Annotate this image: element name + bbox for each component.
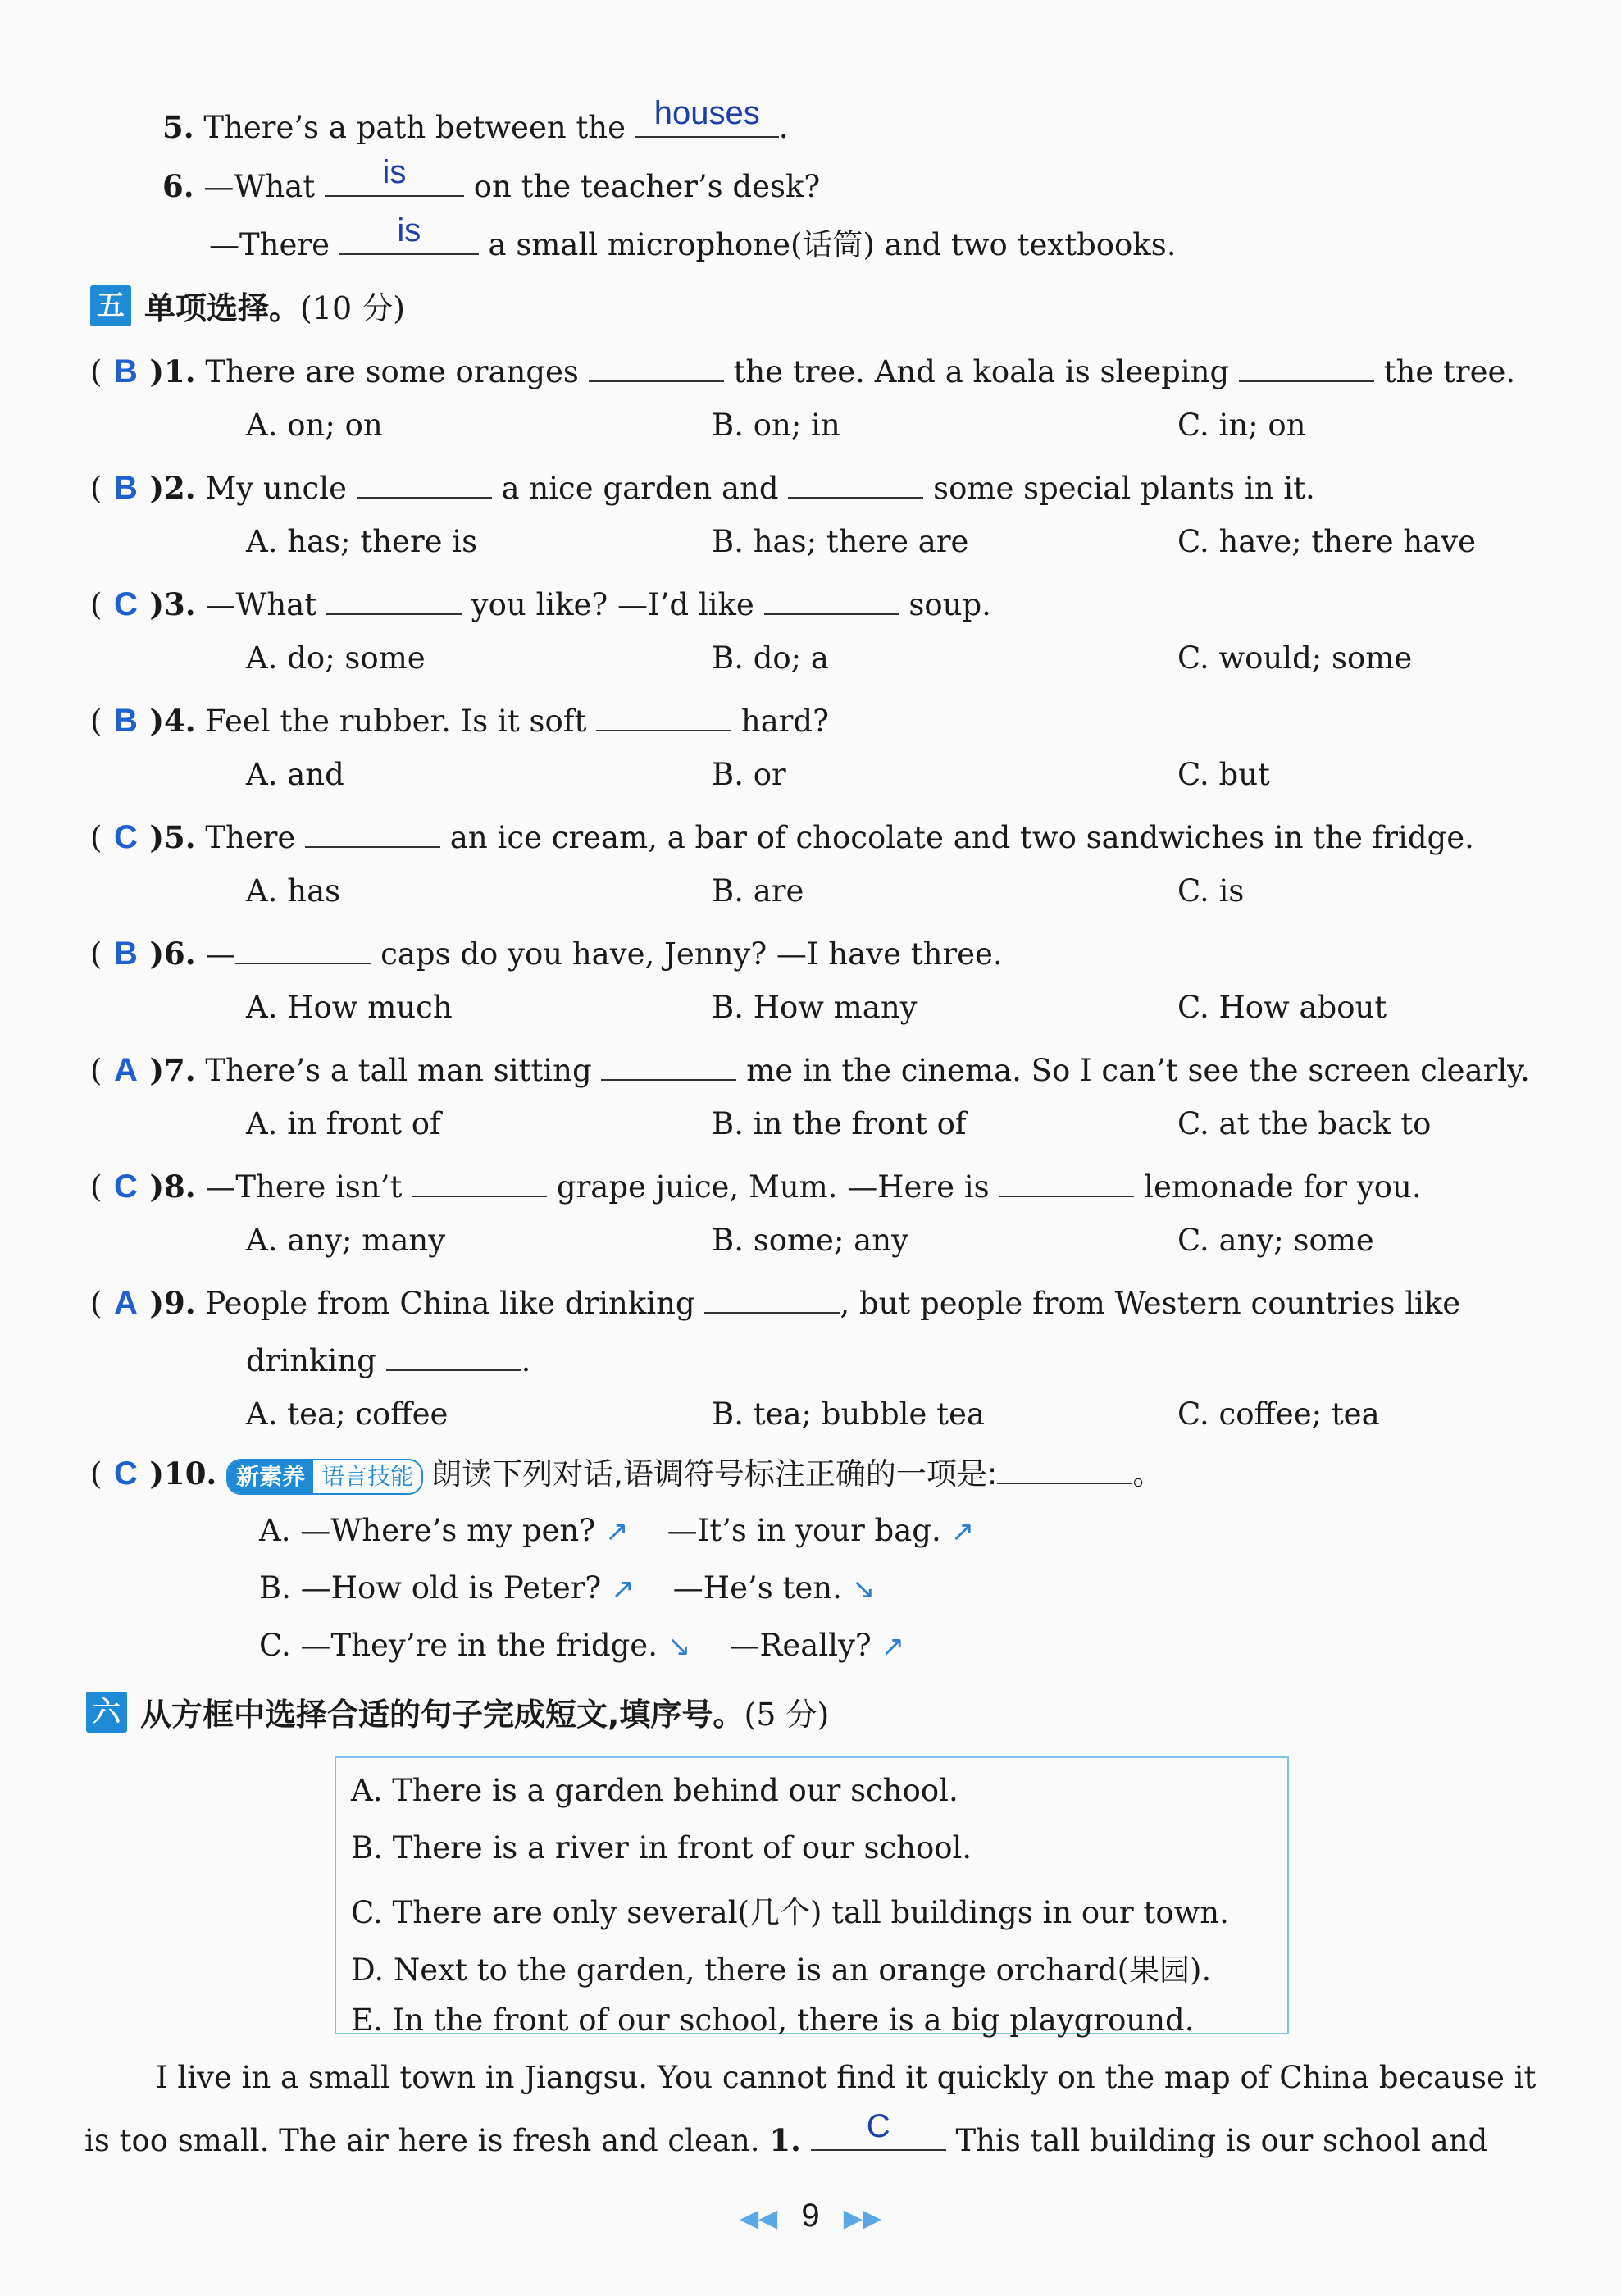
answer-blank[interactable]: [235, 933, 371, 964]
option-a[interactable]: A. do; some: [246, 640, 426, 676]
mcq-answer: B: [113, 936, 138, 972]
mcq-answer: A: [113, 1052, 138, 1088]
mcq-answer: B: [113, 353, 138, 390]
question-number: )3.: [149, 586, 196, 622]
handwritten-answer: houses: [653, 95, 760, 131]
option-b[interactable]: B. in the front of: [712, 1106, 967, 1141]
question-number: )9.: [149, 1285, 196, 1321]
answer-blank[interactable]: [386, 1340, 521, 1371]
passage-line-2: [84, 2108, 1488, 2158]
option-c[interactable]: C. How about: [1177, 990, 1387, 1025]
mcq-answer: A: [113, 1285, 138, 1321]
option-c[interactable]: C. but: [1177, 757, 1270, 792]
option-b[interactable]: B. or: [712, 757, 786, 792]
dialogue-line: —Really?: [729, 1628, 872, 1663]
question-6-reply: [209, 212, 1177, 262]
mcq-7: ( A )7. There’s a tall man sitting me in the cinema. So I can’t see the screen clearly.: [90, 1050, 1530, 1086]
option-b[interactable]: [259, 1570, 876, 1606]
option-a[interactable]: A. on; on: [246, 408, 383, 443]
intonation-down-icon: ↘: [667, 1630, 691, 1663]
mcq-answer: C: [113, 1168, 138, 1205]
section-title: 单项选择。: [144, 290, 301, 326]
choice-sentence: E. In the front of our school, there is a big playground.: [351, 2002, 1195, 2038]
option-c[interactable]: C. is: [1177, 873, 1245, 909]
option-b[interactable]: B. has; there are: [712, 524, 969, 559]
mcq-answer: C: [113, 586, 138, 622]
option-c[interactable]: C. coffee; tea: [1177, 1396, 1380, 1432]
section-6-header: [86, 1689, 829, 1734]
question-number: )10.: [149, 1456, 217, 1492]
answer-blank[interactable]: [764, 584, 899, 615]
answer-blank[interactable]: [339, 212, 479, 255]
option-a[interactable]: A. How much: [246, 990, 453, 1025]
mcq-5: ( C )5. There an ice cream, a bar of chocolate and two sandwiches in the fridge.: [90, 817, 1474, 854]
mcq-2: ( B )2. My uncle a nice garden and some special plants in it.: [90, 467, 1315, 504]
dialogue-line: —They’re in the fridge.: [300, 1628, 658, 1663]
option-a[interactable]: A. has; there is: [246, 524, 478, 559]
question-text: an ice cream, a bar of chocolate and two sandwiches in the fridge.: [449, 820, 1474, 855]
mcq-3: ( C )3. —What you like? —I’d like soup.: [90, 584, 991, 621]
answer-blank[interactable]: [357, 467, 492, 499]
question-text: There are some oranges: [205, 354, 579, 390]
option-c[interactable]: C. in; on: [1177, 408, 1306, 443]
handwritten-answer: C: [866, 2108, 890, 2144]
question-text: on the teacher’s desk?: [473, 169, 821, 204]
section-badge: 六: [86, 1692, 127, 1733]
answer-blank[interactable]: [305, 817, 440, 848]
punctuation: .: [521, 1343, 531, 1378]
option-label: C.: [259, 1628, 291, 1663]
option-a[interactable]: A. and: [246, 757, 344, 792]
option-a[interactable]: A. tea; coffee: [246, 1396, 449, 1432]
option-b[interactable]: B. tea; bubble tea: [712, 1396, 985, 1432]
option-a[interactable]: A. any; many: [246, 1223, 446, 1258]
question-number: )8.: [149, 1168, 196, 1205]
question-text: —What: [205, 587, 317, 622]
question-text: a small microphone(话筒) and two textbooks.: [488, 227, 1177, 262]
option-b[interactable]: B. How many: [712, 990, 918, 1025]
option-a[interactable]: A. in front of: [246, 1106, 441, 1141]
option-label: B.: [259, 1570, 291, 1606]
answer-blank[interactable]: [589, 351, 724, 382]
passage-text: is too small. The air here is fresh and clean.: [84, 2123, 760, 2158]
punctuation: .: [778, 110, 789, 145]
option-label: A.: [259, 1513, 291, 1548]
option-c[interactable]: C. any; some: [1177, 1223, 1374, 1258]
option-a[interactable]: A. has: [246, 873, 341, 909]
answer-blank[interactable]: [596, 700, 731, 731]
option-b[interactable]: B. are: [712, 873, 804, 909]
literacy-tag: [226, 1459, 423, 1495]
question-text: There’s a tall man sitting: [205, 1053, 592, 1088]
answer-blank[interactable]: [601, 1050, 736, 1081]
question-number: )2.: [149, 470, 196, 506]
question-6: [162, 154, 821, 204]
option-c[interactable]: C. would; some: [1177, 640, 1413, 676]
mcq-8: ( C )8. —There isn’t grape juice, Mum. —Here is lemonade for you.: [90, 1166, 1422, 1203]
answer-blank[interactable]: [999, 1166, 1134, 1197]
question-text: lemonade for you.: [1144, 1169, 1422, 1205]
question-text: , but people from Western countries like: [840, 1286, 1461, 1321]
mcq-answer: B: [113, 703, 138, 739]
question-text: me in the cinema. So I can’t see the screen clearly.: [746, 1053, 1530, 1088]
answer-blank[interactable]: [788, 467, 923, 499]
page-footer: [0, 2198, 1621, 2234]
mcq-answer: C: [113, 1456, 138, 1492]
option-b[interactable]: B. some; any: [712, 1223, 908, 1258]
choice-sentence: A. There is a garden behind our school.: [351, 1773, 958, 1808]
question-number: )4.: [149, 703, 196, 739]
mcq-1: ( B )1. There are some oranges the tree. And a koala is sleeping the tree.: [90, 351, 1515, 388]
dialogue-line: —It’s in your bag.: [667, 1513, 941, 1548]
answer-blank[interactable]: [635, 95, 779, 138]
answer-blank[interactable]: [704, 1282, 840, 1314]
question-number: )6.: [149, 936, 196, 972]
question-text: —What: [203, 169, 316, 204]
answer-blank[interactable]: [997, 1453, 1132, 1484]
question-text: the tree. And a koala is sleeping: [733, 354, 1230, 390]
prev-page-icon[interactable]: ◀◀: [740, 2205, 778, 2232]
intonation-up-icon: ↗: [605, 1515, 629, 1548]
passage-line-1: I live in a small town in Jiangsu. You cannot find it quickly on the map of China because it: [156, 2060, 1537, 2095]
mcq-10: ( C )10. 新素养 语言技能 朗读下列对话,语调符号标注正确的一项是: 。: [90, 1453, 1163, 1495]
blank-number: 1.: [769, 2122, 801, 2158]
tag-secondary: 语言技能: [321, 1462, 414, 1490]
question-text: Feel the rubber. Is it soft: [205, 704, 587, 739]
question-text: My uncle: [205, 471, 348, 506]
question-text: 朗读下列对话,语调符号标注正确的一项是:: [431, 1456, 998, 1492]
section-points: (10 分): [300, 290, 406, 326]
mcq-9: ( A )9. People from China like drinking , but people from Western countries like: [90, 1282, 1460, 1319]
question-text: —There: [209, 227, 330, 262]
option-c[interactable]: C. at the back to: [1177, 1106, 1432, 1141]
section-5-header: [90, 283, 405, 328]
intonation-up-icon: ↗: [611, 1573, 635, 1606]
mcq-4: ( B )4. Feel the rubber. Is it soft hard?: [90, 700, 829, 737]
option-c[interactable]: C. have; there have: [1177, 524, 1477, 559]
intonation-up-icon: ↗: [950, 1515, 975, 1548]
question-text: hard?: [740, 704, 829, 739]
intonation-up-icon: ↗: [881, 1630, 905, 1663]
option-b[interactable]: B. do; a: [712, 640, 829, 676]
section-badge: 五: [90, 285, 131, 326]
section-points: (5 分): [744, 1697, 830, 1733]
intonation-down-icon: ↘: [851, 1573, 876, 1606]
answer-blank[interactable]: [325, 154, 464, 197]
question-text: There: [205, 820, 296, 855]
question-number: )7.: [149, 1052, 196, 1088]
question-5: [162, 95, 789, 145]
answer-blank[interactable]: [811, 2108, 946, 2151]
question-number: )5.: [149, 819, 196, 855]
question-text: some special plants in it.: [933, 471, 1315, 506]
question-number: 6.: [162, 168, 194, 204]
dialogue-line: —Where’s my pen?: [300, 1513, 596, 1548]
question-text: soup.: [908, 587, 991, 622]
mcq-9-line-2: [246, 1340, 530, 1376]
mcq-answer: C: [113, 819, 138, 855]
option-a[interactable]: [259, 1515, 974, 1546]
answer-blank[interactable]: [1239, 351, 1374, 382]
mcq-6: ( B )6. — caps do you have, Jenny? —I have three.: [90, 933, 1003, 970]
question-text: the tree.: [1383, 354, 1516, 390]
question-text: a nice garden and: [501, 471, 779, 506]
answer-blank[interactable]: [412, 1166, 547, 1197]
question-number: 5.: [162, 109, 194, 145]
choice-sentence: B. There is a river in front of our school.: [351, 1830, 972, 1866]
question-text: drinking: [246, 1343, 376, 1378]
handwritten-answer: is: [397, 212, 421, 248]
dialogue-line: —He’s ten.: [672, 1570, 842, 1606]
section-title: 从方框中选择合适的句子完成短文,填序号。: [140, 1697, 744, 1733]
question-number: )1.: [149, 353, 196, 390]
question-text: —: [205, 936, 236, 972]
mcq-answer: B: [113, 470, 138, 506]
sentence-choice-box: [335, 1756, 1289, 2038]
question-text: There’s a path between the: [203, 110, 626, 145]
dialogue-line: —How old is Peter?: [300, 1570, 602, 1606]
question-text: caps do you have, Jenny? —I have three.: [380, 936, 1003, 972]
question-text: you like? —I’d like: [471, 587, 754, 622]
option-c[interactable]: [259, 1628, 905, 1663]
question-text: People from China like drinking: [205, 1286, 695, 1321]
choice-sentence: C. There are only several(几个) tall buildings in our town.: [351, 1895, 1229, 1930]
tag-primary: 新素养: [228, 1460, 313, 1493]
handwritten-answer: is: [382, 154, 407, 190]
question-text: grape juice, Mum. —Here is: [556, 1169, 990, 1205]
next-page-icon[interactable]: ▶▶: [843, 2205, 881, 2232]
choice-sentence: D. Next to the garden, there is an orange orchard(果园).: [351, 1952, 1212, 1988]
passage-text: This tall building is our school and: [955, 2123, 1488, 2158]
punctuation: 。: [1132, 1456, 1163, 1492]
question-text: —There isn’t: [205, 1169, 403, 1205]
answer-blank[interactable]: [326, 584, 462, 615]
page-number: 9: [801, 2198, 820, 2234]
option-b[interactable]: B. on; in: [712, 408, 840, 443]
